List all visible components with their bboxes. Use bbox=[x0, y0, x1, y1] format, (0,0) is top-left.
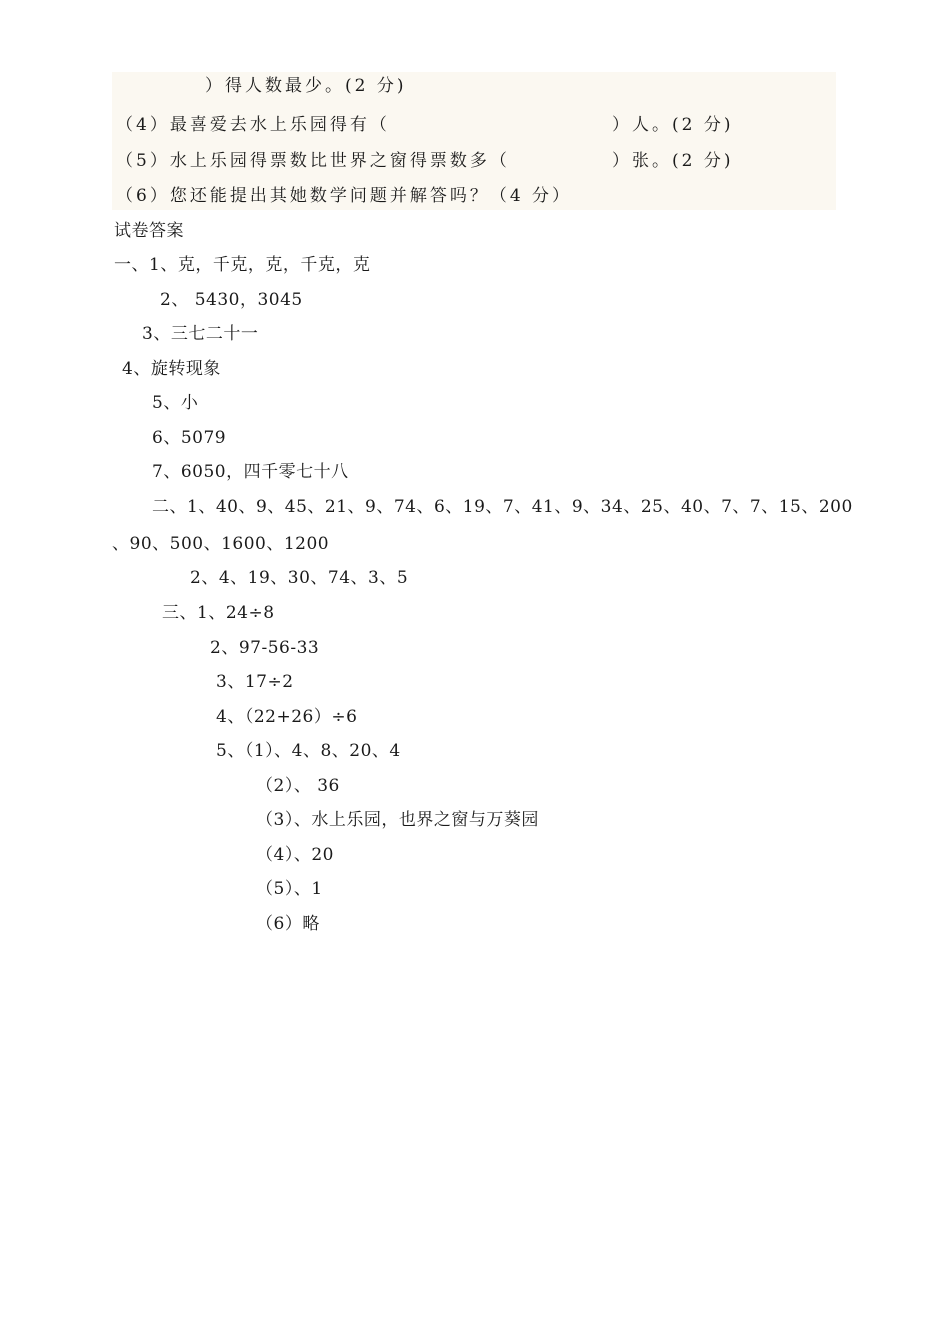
answer-3-1: 三、1、24÷8 bbox=[162, 603, 275, 623]
answer-1-5: 5、小 bbox=[152, 393, 199, 413]
answer-2-2: 2、4、19、30、74、3、5 bbox=[190, 568, 409, 588]
answer-1-3: 3、三七二十一 bbox=[142, 324, 259, 344]
answer-3-5-4: （4）、20 bbox=[256, 845, 334, 865]
question-6: （6）您还能提出其她数学问题并解答吗？（4 分） bbox=[116, 186, 573, 206]
answer-1-4: 4、旋转现象 bbox=[122, 359, 221, 379]
answer-3-4: 4、（22+26）÷6 bbox=[216, 707, 358, 727]
question-3-tail: ）得人数最少。(2 分) bbox=[205, 76, 407, 96]
question-4: （4）最喜爱去水上乐园得有（ bbox=[116, 115, 390, 135]
question-5: （5）水上乐园得票数比世界之窗得票数多（ bbox=[116, 151, 510, 171]
answer-3-5-6: （6）略 bbox=[256, 914, 320, 934]
answer-1-6: 6、5079 bbox=[152, 428, 227, 448]
answer-1-2: 2、 5430，3045 bbox=[160, 290, 303, 310]
answer-1-7: 7、6050，四千零七十八 bbox=[152, 462, 349, 482]
question-5-tail: ）张。(2 分) bbox=[612, 151, 734, 171]
answer-3-5-3: （3）、水上乐园，也界之窗与万葵园 bbox=[256, 810, 539, 830]
answer-1-1: 一、1、克，千克，克，千克，克 bbox=[114, 255, 371, 275]
answer-3-2: 2、97-56-33 bbox=[210, 638, 320, 658]
answer-3-5-2: （2）、 36 bbox=[256, 776, 340, 796]
answer-2-1: 二、1、40、9、45、21、9、74、6、19、7、41、9、34、25、40、7、7、15、200 bbox=[152, 497, 853, 517]
answer-3-5-5: （5）、1 bbox=[256, 879, 323, 899]
question-4-tail: ）人。(2 分) bbox=[612, 115, 734, 135]
answer-3-3: 3、17÷2 bbox=[216, 672, 294, 692]
answer-3-5-1: 5、（1）、4、8、20、4 bbox=[216, 741, 401, 761]
answer-2-1-continued: 、90、500、1600、1200 bbox=[112, 534, 330, 554]
answers-heading: 试卷答案 bbox=[114, 221, 184, 241]
